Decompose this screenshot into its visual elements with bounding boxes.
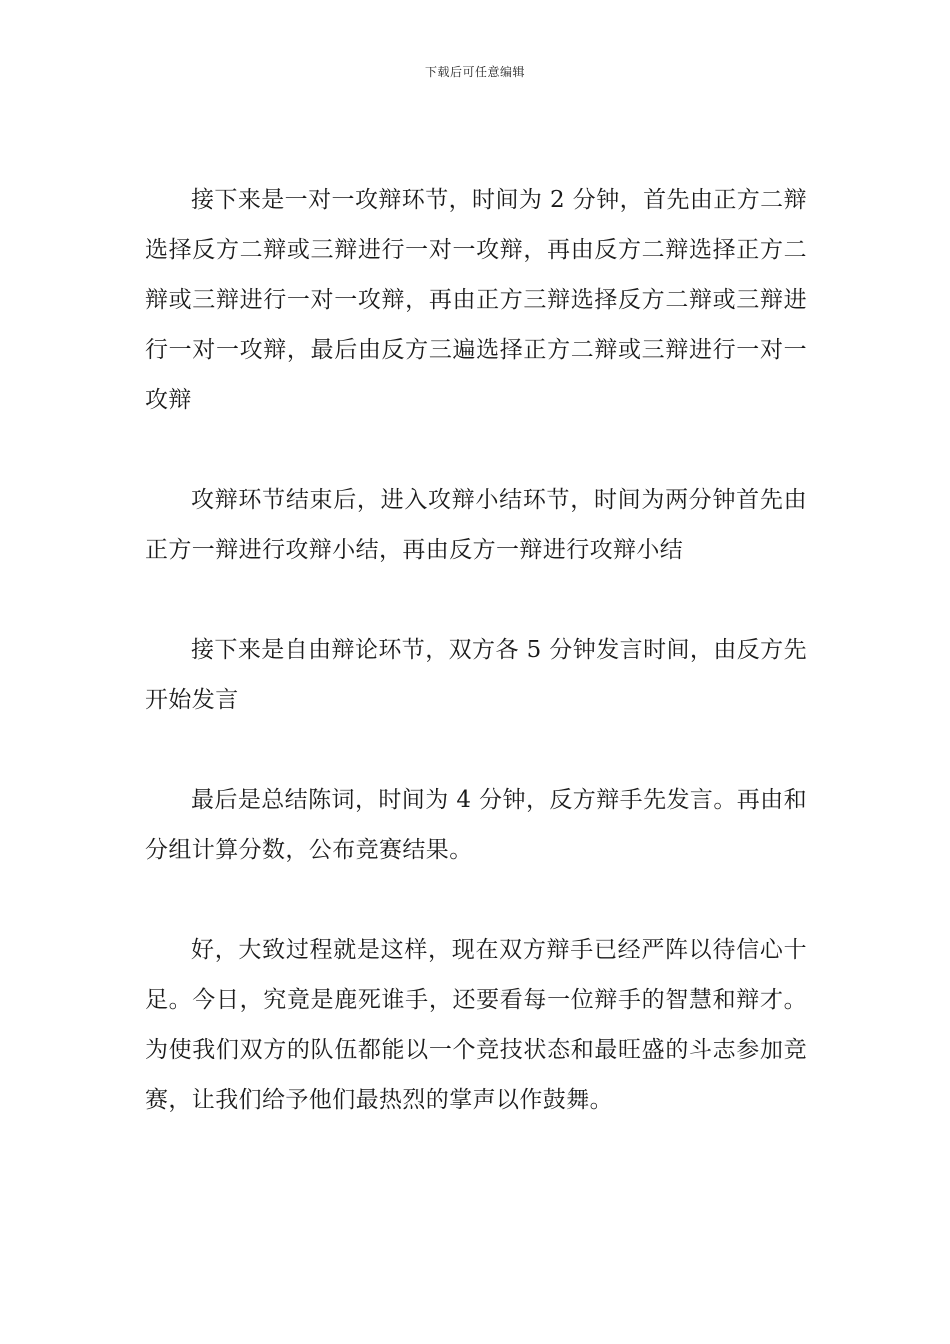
paragraph-closing-statement: 最后是总结陈词，时间为 4 分钟，反方辩手先发言。再由和分组计算分数，公布竞赛结果。: [145, 787, 807, 863]
paragraph-encouragement: 好，大致过程就是这样，现在双方辩手已经严阵以待信心十足。今日，究竟是鹿死谁手，还要看每一位辩手的智慧和辩才。为使我们双方的队伍都能以一个竞技状态和最旺盛的斗志参加竞赛，让我们给予他们最热烈的掌声以作鼓舞。: [145, 937, 807, 1113]
paragraph-free-debate: 接下来是自由辩论环节，双方各 5 分钟发言时间，由反方先开始发言: [145, 637, 807, 713]
paragraph-debate-summary: 攻辩环节结束后，进入攻辩小结环节，时间为两分钟首先由正方一辩进行攻辩小结，再由反方一辩进行攻辩小结: [145, 487, 807, 563]
document-body: [145, 175, 807, 1125]
paragraph-one-on-one-debate: 接下来是一对一攻辩环节，时间为 2 分钟，首先由正方二辩选择反方二辩或三辩进行一对一攻辩，再由反方二辩选择正方二辩或三辩进行一对一攻辩，再由正方三辩选择反方二辩或三辩进行一对一攻辩，最后由反方三遍选择正方二辩或三辩进行一对一攻辩: [145, 187, 807, 413]
page-header: 下载后可任意编辑: [424, 65, 525, 79]
